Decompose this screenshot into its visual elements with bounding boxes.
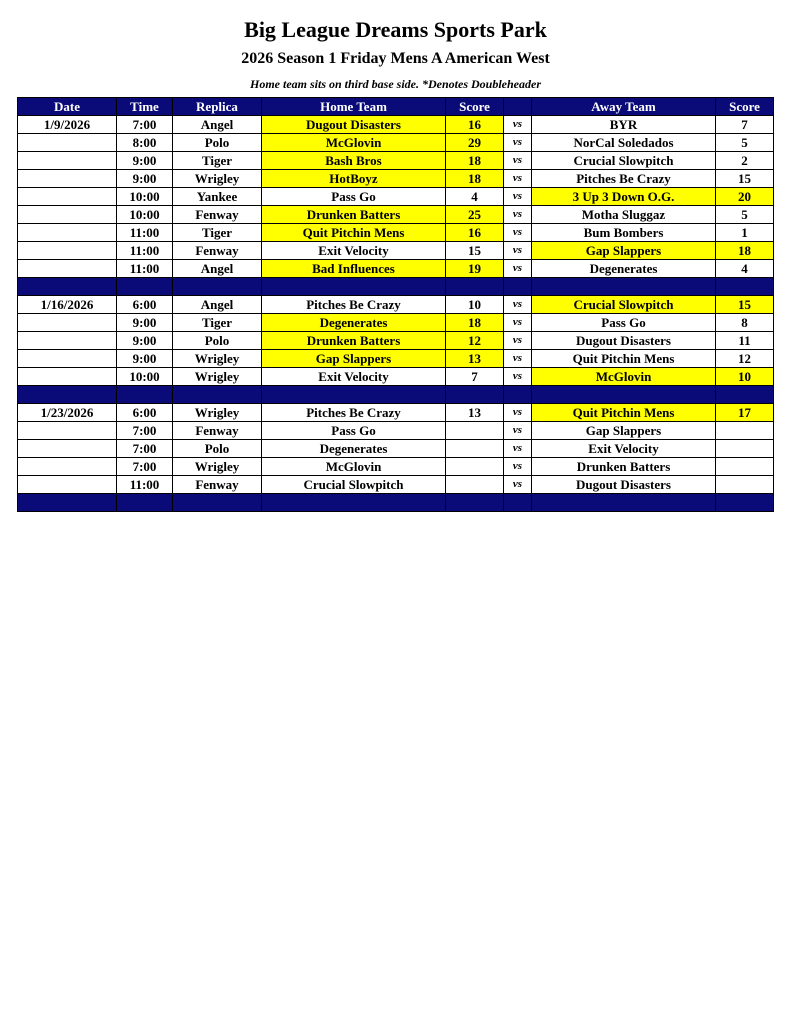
time-cell: 10:00 bbox=[117, 206, 173, 224]
time-cell: 11:00 bbox=[117, 242, 173, 260]
date-cell bbox=[18, 134, 117, 152]
home-score-cell: 13 bbox=[446, 350, 504, 368]
table-row bbox=[18, 422, 774, 440]
separator-cell bbox=[446, 278, 504, 296]
table-row bbox=[18, 206, 774, 224]
replica-cell: Wrigley bbox=[173, 458, 262, 476]
date-cell bbox=[18, 260, 117, 278]
separator-cell bbox=[173, 494, 262, 512]
away-team-cell: Drunken Batters bbox=[532, 458, 716, 476]
date-cell bbox=[18, 314, 117, 332]
away-team-cell: NorCal Soledados bbox=[532, 134, 716, 152]
week-separator-row bbox=[18, 494, 774, 512]
table-row bbox=[18, 350, 774, 368]
home-team-cell: Gap Slappers bbox=[262, 350, 446, 368]
vs-cell: vs bbox=[504, 350, 532, 368]
home-score-cell bbox=[446, 476, 504, 494]
away-team-cell: McGlovin bbox=[532, 368, 716, 386]
separator-cell bbox=[18, 494, 117, 512]
away-team-cell: 3 Up 3 Down O.G. bbox=[532, 188, 716, 206]
date-cell bbox=[18, 476, 117, 494]
away-score-cell bbox=[716, 422, 774, 440]
away-score-cell: 11 bbox=[716, 332, 774, 350]
away-score-cell: 15 bbox=[716, 296, 774, 314]
column-header-away-team: Away Team bbox=[532, 98, 716, 116]
table-row bbox=[18, 242, 774, 260]
replica-cell: Polo bbox=[173, 134, 262, 152]
home-team-cell: Pitches Be Crazy bbox=[262, 404, 446, 422]
home-team-cell: Exit Velocity bbox=[262, 368, 446, 386]
home-score-cell: 15 bbox=[446, 242, 504, 260]
time-cell: 11:00 bbox=[117, 260, 173, 278]
table-row bbox=[18, 296, 774, 314]
separator-cell bbox=[117, 494, 173, 512]
separator-cell bbox=[18, 386, 117, 404]
table-row bbox=[18, 368, 774, 386]
date-cell bbox=[18, 152, 117, 170]
away-score-cell: 10 bbox=[716, 368, 774, 386]
vs-cell: vs bbox=[504, 116, 532, 134]
separator-cell bbox=[504, 278, 532, 296]
separator-cell bbox=[716, 278, 774, 296]
vs-cell: vs bbox=[504, 242, 532, 260]
away-team-cell: Bum Bombers bbox=[532, 224, 716, 242]
table-row bbox=[18, 404, 774, 422]
date-cell bbox=[18, 188, 117, 206]
separator-cell bbox=[446, 494, 504, 512]
vs-cell: vs bbox=[504, 206, 532, 224]
separator-cell bbox=[716, 386, 774, 404]
date-cell bbox=[18, 368, 117, 386]
replica-cell: Wrigley bbox=[173, 368, 262, 386]
home-score-cell: 10 bbox=[446, 296, 504, 314]
away-team-cell: Motha Sluggaz bbox=[532, 206, 716, 224]
home-team-cell: McGlovin bbox=[262, 134, 446, 152]
vs-cell: vs bbox=[504, 440, 532, 458]
home-team-cell: Drunken Batters bbox=[262, 332, 446, 350]
column-header-away-score: Score bbox=[716, 98, 774, 116]
separator-cell bbox=[117, 278, 173, 296]
separator-cell bbox=[117, 386, 173, 404]
time-cell: 9:00 bbox=[117, 350, 173, 368]
date-cell: 1/23/2026 bbox=[18, 404, 117, 422]
date-cell bbox=[18, 350, 117, 368]
time-cell: 7:00 bbox=[117, 458, 173, 476]
separator-cell bbox=[173, 278, 262, 296]
replica-cell: Fenway bbox=[173, 242, 262, 260]
separator-cell bbox=[446, 386, 504, 404]
away-score-cell: 17 bbox=[716, 404, 774, 422]
table-row bbox=[18, 476, 774, 494]
home-score-cell bbox=[446, 440, 504, 458]
home-score-cell: 25 bbox=[446, 206, 504, 224]
time-cell: 6:00 bbox=[117, 404, 173, 422]
separator-cell bbox=[532, 494, 716, 512]
time-cell: 10:00 bbox=[117, 368, 173, 386]
replica-cell: Fenway bbox=[173, 476, 262, 494]
table-header-row bbox=[18, 98, 774, 116]
separator-cell bbox=[262, 386, 446, 404]
time-cell: 11:00 bbox=[117, 476, 173, 494]
table-row bbox=[18, 260, 774, 278]
home-score-cell: 12 bbox=[446, 332, 504, 350]
home-score-cell: 19 bbox=[446, 260, 504, 278]
vs-cell: vs bbox=[504, 170, 532, 188]
replica-cell: Polo bbox=[173, 332, 262, 350]
vs-cell: vs bbox=[504, 134, 532, 152]
table-row bbox=[18, 224, 774, 242]
vs-cell: vs bbox=[504, 476, 532, 494]
date-cell bbox=[18, 170, 117, 188]
vs-cell: vs bbox=[504, 296, 532, 314]
home-score-cell bbox=[446, 458, 504, 476]
home-team-cell: Dugout Disasters bbox=[262, 116, 446, 134]
home-team-cell: HotBoyz bbox=[262, 170, 446, 188]
week-separator-row bbox=[18, 386, 774, 404]
vs-cell: vs bbox=[504, 332, 532, 350]
table-row bbox=[18, 134, 774, 152]
time-cell: 8:00 bbox=[117, 134, 173, 152]
column-header-date: Date bbox=[18, 98, 117, 116]
away-team-cell: Dugout Disasters bbox=[532, 332, 716, 350]
away-score-cell: 7 bbox=[716, 116, 774, 134]
time-cell: 7:00 bbox=[117, 422, 173, 440]
home-score-cell: 18 bbox=[446, 170, 504, 188]
week-separator-row bbox=[18, 278, 774, 296]
replica-cell: Angel bbox=[173, 116, 262, 134]
away-team-cell: Gap Slappers bbox=[532, 422, 716, 440]
home-score-cell: 13 bbox=[446, 404, 504, 422]
home-team-cell: Pitches Be Crazy bbox=[262, 296, 446, 314]
away-score-cell bbox=[716, 458, 774, 476]
vs-cell: vs bbox=[504, 422, 532, 440]
column-header-vs bbox=[504, 98, 532, 116]
time-cell: 11:00 bbox=[117, 224, 173, 242]
separator-cell bbox=[504, 386, 532, 404]
away-team-cell: Quit Pitchin Mens bbox=[532, 404, 716, 422]
vs-cell: vs bbox=[504, 188, 532, 206]
table-row bbox=[18, 332, 774, 350]
vs-cell: vs bbox=[504, 152, 532, 170]
separator-cell bbox=[18, 278, 117, 296]
time-cell: 7:00 bbox=[117, 440, 173, 458]
vs-cell: vs bbox=[504, 260, 532, 278]
separator-cell bbox=[173, 386, 262, 404]
home-team-cell: Quit Pitchin Mens bbox=[262, 224, 446, 242]
table-row bbox=[18, 152, 774, 170]
replica-cell: Wrigley bbox=[173, 350, 262, 368]
date-cell bbox=[18, 458, 117, 476]
column-header-time: Time bbox=[117, 98, 173, 116]
away-score-cell: 15 bbox=[716, 170, 774, 188]
away-team-cell: Crucial Slowpitch bbox=[532, 296, 716, 314]
away-score-cell: 20 bbox=[716, 188, 774, 206]
separator-cell bbox=[532, 278, 716, 296]
separator-cell bbox=[262, 494, 446, 512]
home-score-cell: 16 bbox=[446, 116, 504, 134]
column-header-home-team: Home Team bbox=[262, 98, 446, 116]
date-cell: 1/16/2026 bbox=[18, 296, 117, 314]
home-score-cell: 7 bbox=[446, 368, 504, 386]
time-cell: 9:00 bbox=[117, 152, 173, 170]
away-team-cell: Degenerates bbox=[532, 260, 716, 278]
home-score-cell: 18 bbox=[446, 314, 504, 332]
replica-cell: Yankee bbox=[173, 188, 262, 206]
replica-cell: Polo bbox=[173, 440, 262, 458]
separator-cell bbox=[716, 494, 774, 512]
replica-cell: Fenway bbox=[173, 422, 262, 440]
table-row bbox=[18, 458, 774, 476]
table-row bbox=[18, 314, 774, 332]
away-score-cell: 8 bbox=[716, 314, 774, 332]
home-team-cell: Bash Bros bbox=[262, 152, 446, 170]
home-score-cell: 4 bbox=[446, 188, 504, 206]
home-score-cell: 18 bbox=[446, 152, 504, 170]
away-team-cell: BYR bbox=[532, 116, 716, 134]
vs-cell: vs bbox=[504, 314, 532, 332]
home-team-cell: McGlovin bbox=[262, 458, 446, 476]
replica-cell: Tiger bbox=[173, 314, 262, 332]
vs-cell: vs bbox=[504, 368, 532, 386]
replica-cell: Fenway bbox=[173, 206, 262, 224]
table-row bbox=[18, 440, 774, 458]
home-team-cell: Drunken Batters bbox=[262, 206, 446, 224]
vs-cell: vs bbox=[504, 404, 532, 422]
home-score-cell: 16 bbox=[446, 224, 504, 242]
separator-cell bbox=[262, 278, 446, 296]
date-cell: 1/9/2026 bbox=[18, 116, 117, 134]
replica-cell: Tiger bbox=[173, 224, 262, 242]
home-team-cell: Pass Go bbox=[262, 188, 446, 206]
column-header-home-score: Score bbox=[446, 98, 504, 116]
time-cell: 9:00 bbox=[117, 332, 173, 350]
home-team-cell: Crucial Slowpitch bbox=[262, 476, 446, 494]
date-cell bbox=[18, 206, 117, 224]
date-cell bbox=[18, 242, 117, 260]
date-cell bbox=[18, 440, 117, 458]
time-cell: 10:00 bbox=[117, 188, 173, 206]
replica-cell: Tiger bbox=[173, 152, 262, 170]
schedule-table bbox=[17, 97, 774, 512]
away-score-cell: 18 bbox=[716, 242, 774, 260]
away-team-cell: Pass Go bbox=[532, 314, 716, 332]
table-row bbox=[18, 188, 774, 206]
time-cell: 9:00 bbox=[117, 314, 173, 332]
home-team-cell: Degenerates bbox=[262, 440, 446, 458]
home-team-cell: Pass Go bbox=[262, 422, 446, 440]
home-score-cell: 29 bbox=[446, 134, 504, 152]
away-score-cell: 2 bbox=[716, 152, 774, 170]
away-score-cell: 4 bbox=[716, 260, 774, 278]
home-team-cell: Degenerates bbox=[262, 314, 446, 332]
separator-cell bbox=[504, 494, 532, 512]
schedule-note: Home team sits on third base side. *Denotes Doubleheader bbox=[250, 77, 541, 91]
page-subtitle: 2026 Season 1 Friday Mens A American West bbox=[241, 50, 550, 67]
time-cell: 7:00 bbox=[117, 116, 173, 134]
away-team-cell: Crucial Slowpitch bbox=[532, 152, 716, 170]
away-team-cell: Exit Velocity bbox=[532, 440, 716, 458]
separator-cell bbox=[532, 386, 716, 404]
schedule-body bbox=[18, 116, 774, 512]
away-score-cell bbox=[716, 440, 774, 458]
time-cell: 9:00 bbox=[117, 170, 173, 188]
away-team-cell: Quit Pitchin Mens bbox=[532, 350, 716, 368]
away-score-cell: 5 bbox=[716, 134, 774, 152]
replica-cell: Angel bbox=[173, 260, 262, 278]
date-cell bbox=[18, 422, 117, 440]
date-cell bbox=[18, 332, 117, 350]
away-score-cell: 5 bbox=[716, 206, 774, 224]
home-team-cell: Exit Velocity bbox=[262, 242, 446, 260]
home-team-cell: Bad Influences bbox=[262, 260, 446, 278]
vs-cell: vs bbox=[504, 224, 532, 242]
away-score-cell: 1 bbox=[716, 224, 774, 242]
date-cell bbox=[18, 224, 117, 242]
away-score-cell: 12 bbox=[716, 350, 774, 368]
page-title: Big League Dreams Sports Park bbox=[244, 17, 547, 42]
vs-cell: vs bbox=[504, 458, 532, 476]
replica-cell: Angel bbox=[173, 296, 262, 314]
replica-cell: Wrigley bbox=[173, 170, 262, 188]
away-team-cell: Pitches Be Crazy bbox=[532, 170, 716, 188]
replica-cell: Wrigley bbox=[173, 404, 262, 422]
home-score-cell bbox=[446, 422, 504, 440]
away-team-cell: Dugout Disasters bbox=[532, 476, 716, 494]
table-row bbox=[18, 116, 774, 134]
table-row bbox=[18, 170, 774, 188]
time-cell: 6:00 bbox=[117, 296, 173, 314]
away-team-cell: Gap Slappers bbox=[532, 242, 716, 260]
column-header-replica: Replica bbox=[173, 98, 262, 116]
away-score-cell bbox=[716, 476, 774, 494]
